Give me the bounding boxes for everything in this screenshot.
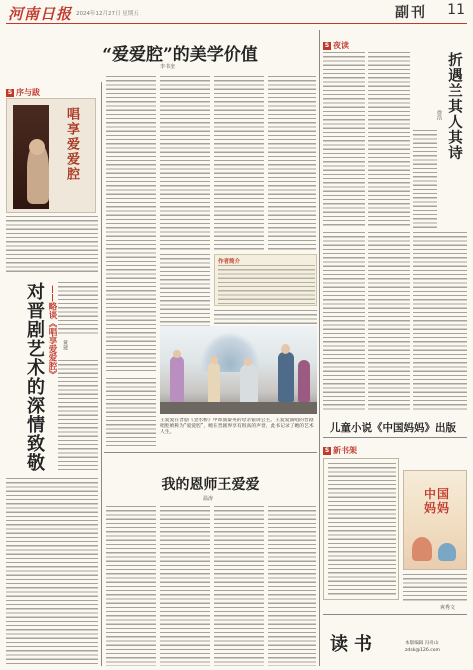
main-article-body-col-1 [106, 76, 156, 374]
night-reading-body-col-5 [368, 232, 410, 412]
section-icon: S [324, 446, 330, 454]
night-reading-body-col-1 [323, 52, 365, 228]
new-book-cover-title: 中国妈妈 [423, 487, 450, 515]
second-article-body-col-2 [160, 506, 210, 666]
column-divider [319, 30, 320, 666]
main-article-body-col-3 [214, 76, 264, 250]
author-info-title: 作者简介 [218, 259, 241, 265]
column-divider [101, 82, 102, 666]
book-cover-image [6, 98, 96, 213]
news-banner-headline: 儿童小说《中国妈妈》出版 [330, 422, 456, 434]
new-book-cover-image [403, 470, 467, 570]
section-icon: S [7, 88, 13, 96]
night-reading-title: 折遇兰其人其诗 [446, 52, 463, 161]
photo-caption: 王爱爱在晋剧《金水桥》中饰演秦英的母亲银屏公主。王爱爱演唱的晋剧唱腔被称为“爱爱腔”，她在晋剧界享有很高的声誉，此书记录了她的艺术人生。 [160, 418, 314, 435]
night-reading-body-col-2 [368, 52, 410, 228]
vertical-article-subtitle: ——略谈《唱享爱爱腔》 [47, 285, 57, 379]
main-article-body-col-4 [268, 76, 316, 250]
issue-date: 2024年12月27日 星期五 [76, 11, 139, 17]
second-article-body-col-1 [106, 506, 156, 666]
second-article-body-col-4 [268, 506, 316, 666]
main-article-author: 李书奎 [160, 64, 176, 70]
reading-column-logo: 读书 [330, 634, 378, 655]
section-divider [104, 452, 317, 453]
section-name: 副刊 [395, 5, 427, 21]
masthead [6, 2, 467, 24]
main-article-body-col-2 [160, 76, 210, 250]
preface-body-text [6, 216, 98, 274]
new-book-review-box [323, 458, 399, 600]
night-reading-tag: S 夜读 [324, 41, 349, 50]
main-article-body-col-1b [106, 378, 156, 446]
preface-tag: S 序与跋 [7, 88, 40, 97]
night-reading-body-col-3 [413, 130, 437, 228]
night-reading-body-col-6 [413, 232, 467, 412]
main-article-title: “爱爱腔”的美学价值 [102, 45, 258, 65]
night-reading-author: 徐浩 [436, 110, 442, 120]
vertical-article-body-text-2 [6, 478, 98, 664]
section-icon: S [324, 41, 330, 49]
editor-email: zdsk@126.com [405, 648, 441, 653]
second-article-author: 温涛 [203, 496, 214, 502]
stage-performance-photo [160, 326, 317, 414]
new-book-author: 爽秀文 [440, 605, 456, 611]
section-divider [323, 614, 467, 615]
vertical-article-title: 对晋剧艺术的深情致敬 [24, 282, 45, 472]
page-number: 11 [447, 2, 465, 18]
second-article-title: 我的恩师王爱爱 [161, 477, 260, 493]
vertical-article-author: 黄建 [62, 340, 68, 350]
vertical-article-intro-text [58, 282, 98, 334]
section-divider [323, 437, 467, 438]
second-article-body-col-3 [214, 506, 264, 666]
main-article-body-col-3b [214, 310, 317, 324]
book-cover-title: 唱享爱爱腔 [64, 107, 79, 182]
newspaper-logo: 河南日报 [8, 5, 73, 23]
author-info-box [214, 254, 317, 306]
page-editor: 本版编辑 冯舟山 [405, 641, 439, 646]
new-book-side-text [403, 574, 467, 602]
new-book-tag: S 新书架 [324, 446, 357, 455]
night-reading-body-col-4 [323, 232, 365, 412]
vertical-article-body-text-1 [58, 360, 98, 470]
